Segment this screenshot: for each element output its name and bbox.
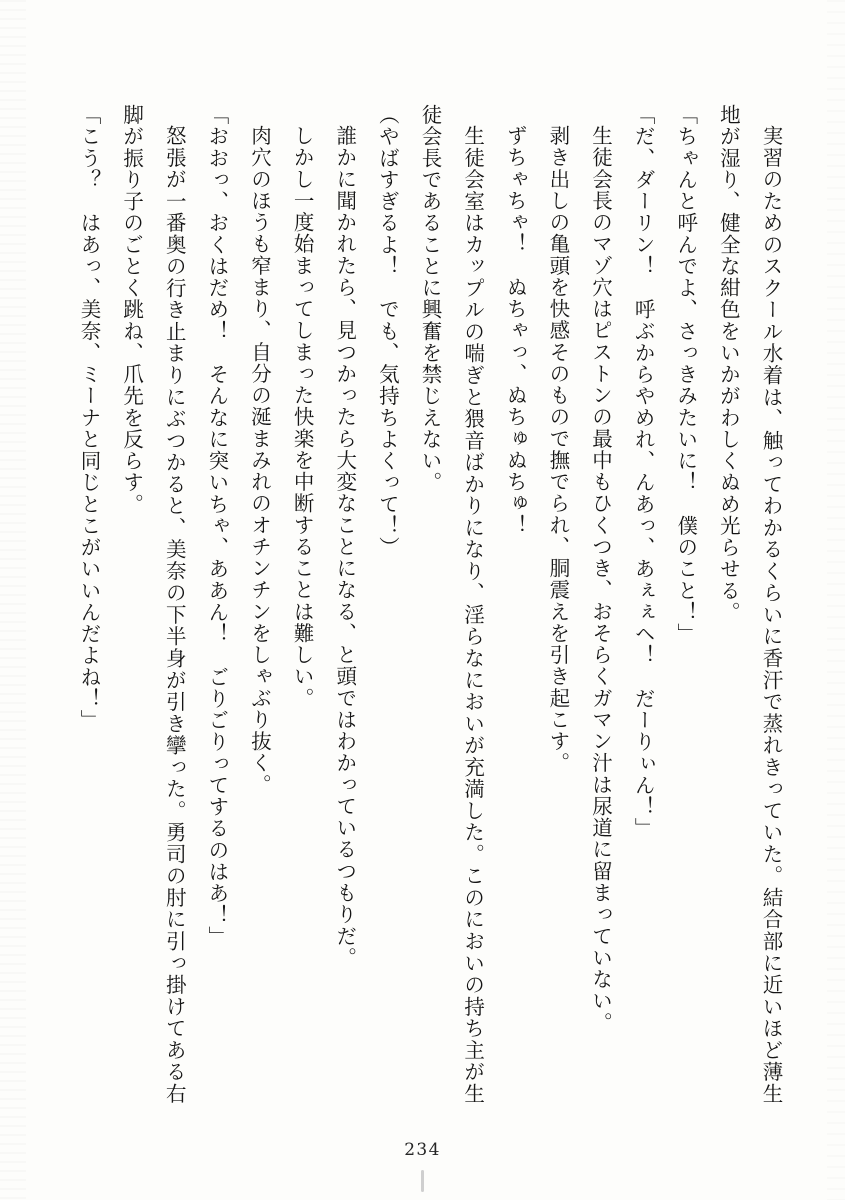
page-number: 234	[404, 1140, 441, 1160]
paragraph: （やばすぎるよ！ でも、気持ちよくって！）	[375, 104, 400, 559]
binding-mark	[421, 1170, 424, 1192]
paragraph: 誰かに聞かれたら、見つかったら大変なことになる、と頭ではわかっているつもりだ。	[332, 124, 357, 968]
paragraph: 生徒会長のマゾ穴はピストンの最中もひくつき、おそらくガマン汁は尿道に留まっていない。	[588, 124, 613, 1033]
paragraph: ずちゃちゃ！ ぬちゃっ、ぬちゅぬちゅ！	[503, 124, 528, 536]
paragraph: 剥き出しの亀頭を快感そのもので撫でられ、胴震えを引き起こす。	[545, 124, 570, 774]
scan-edge-right	[827, 0, 845, 1200]
scan-edge-left	[0, 0, 26, 1200]
paragraph: 怒張が一番奥の行き止まりにぶつかると、美奈の下半身が引き攣った。勇司の肘に引っ掛けてある右脚が振り子のごとく跳ね、爪先を反らす。	[119, 104, 187, 1104]
paragraph: 生徒会室はカップルの喘ぎと猥音ばかりになり、淫らなにおいが充満した。このにおいの持ち主が生徒会長であることに興奮を禁じえない。	[418, 104, 485, 1104]
paragraph: しかし一度始まってしまった快楽を中断することは難しい。	[290, 124, 315, 709]
paragraph: 「おおっ、おくはだめ！ そんなに突いちゃ、ああん！ ごりごりってするのはあ！」	[204, 104, 229, 948]
paragraph: 「ちゃんと呼んでよ、さっきみたいに！ 僕のこと！」	[673, 104, 698, 645]
paragraph: 肉穴のほうも窄まり、自分の涎まみれのオチンチンをしゃぶり抜く。	[247, 124, 272, 795]
paragraph: 「だ、ダーリン！ 呼ぶからやめれ、んあっ、あぇぇヘ！ だーりぃん！」	[631, 104, 656, 840]
novel-body-text	[77, 104, 792, 1104]
paragraph: 「こう？ はあっ、美奈、ミーナと同じとこがいいんだよね！」	[77, 104, 101, 732]
paragraph: 実習のためのスクール水着は、触ってわかるくらいに香汗で蒸れきっていた。結合部に近いほど薄生地が湿り、健全な紺色をいかがわしくぬめ光らせる。	[716, 104, 783, 1104]
